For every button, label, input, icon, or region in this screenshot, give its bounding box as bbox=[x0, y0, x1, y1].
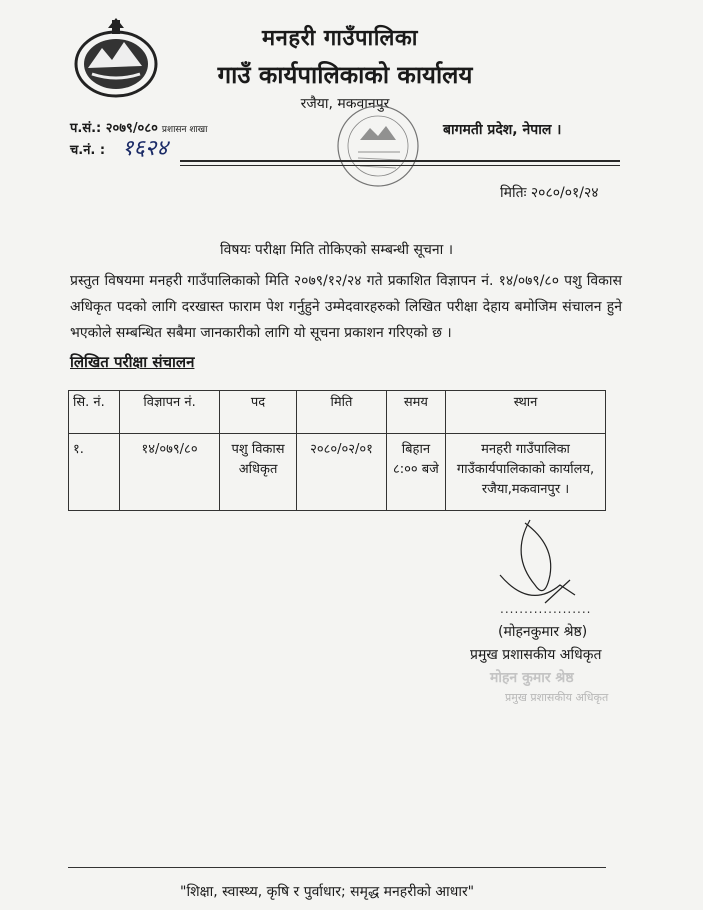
table-row bbox=[69, 434, 606, 511]
col-header-venue: स्थान bbox=[446, 391, 606, 434]
cell-venue: मनहरी गाउँपालिका गाउँकार्यपालिकाको कार्यालय, रजैया,मकवानपुर । bbox=[446, 434, 606, 511]
cell-serial: १. bbox=[69, 434, 120, 511]
cell-time: बिहान ८:०० बजे bbox=[386, 434, 445, 511]
footer-motto: "शिक्षा, स्वास्थ्य, कृषि र पुर्वाधार; समृद्ध मनहरीको आधार" bbox=[180, 884, 475, 900]
section-heading: लिखित परीक्षा संचालन bbox=[70, 353, 195, 371]
name-stamp: मोहन कुमार श्रेष्ठ bbox=[490, 670, 574, 686]
col-header-date: मिति bbox=[297, 391, 387, 434]
col-header-post: पद bbox=[219, 391, 296, 434]
handwritten-signature bbox=[490, 515, 610, 610]
dispatch-label: च.नं. : bbox=[70, 143, 106, 158]
province-label: बागमती प्रदेश, नेपाल । bbox=[443, 122, 562, 138]
cell-advertisement: १४/०७९/८० bbox=[120, 434, 220, 511]
signer-title: प्रमुख प्रशासकीय अधिकृत bbox=[470, 647, 602, 663]
org-name: मनहरी गाउँपालिका bbox=[262, 26, 418, 51]
signature-line: ................... bbox=[500, 602, 592, 616]
reference-label: प.सं.: २०७९/०८० bbox=[70, 121, 158, 136]
dispatch-number-handwritten: १६२४ bbox=[122, 136, 168, 161]
office-name: गाउँ कार्यपालिकाको कार्यालय bbox=[217, 61, 473, 89]
municipality-emblem bbox=[72, 18, 160, 100]
header-rule-thin bbox=[180, 165, 620, 166]
office-address: रजैया, मकवानपुर bbox=[300, 96, 390, 112]
signer-name: (मोहनकुमार श्रेष्ठ) bbox=[498, 624, 588, 640]
footer-rule bbox=[68, 867, 606, 868]
notice-body: प्रस्तुत विषयमा मनहरी गाउँपालिकाको मिति २०७९/१२/२४ गते प्रकाशित विज्ञापन नं. १४/०७९/८० पशु विकास अधिकृत पदको लागि दरखास्त फाराम पेश गर्नुहुने उम्मेदवारहरुको लिखित परीक्षा देहाय बमोजिम संचालन हुने भएकोले सम्बन्धित सबैमा जानकारीको लागि यो सूचना प्रकाशन गरिएको छ । bbox=[70, 273, 622, 341]
exam-schedule-table bbox=[68, 390, 606, 511]
reference-section: प्रशासन शाखा bbox=[161, 125, 208, 135]
cell-post: पशु विकास अधिकृत bbox=[219, 434, 296, 511]
col-header-time: समय bbox=[386, 391, 445, 434]
letter-date: मितिः २०८०/०१/२४ bbox=[500, 185, 599, 201]
cell-date: २०८०/०२/०१ bbox=[297, 434, 387, 511]
header-rule-thick bbox=[180, 160, 620, 162]
subject-line: विषयः परीक्षा मिति तोकिएको सम्बन्धी सूचना । bbox=[220, 242, 454, 258]
col-header-serial: सि. नं. bbox=[69, 391, 120, 434]
col-header-advertisement: विज्ञापन नं. bbox=[120, 391, 220, 434]
title-stamp: प्रमुख प्रशासकीय अधिकृत bbox=[505, 691, 609, 704]
table-header-row bbox=[69, 391, 606, 434]
office-seal-stamp bbox=[330, 100, 426, 192]
